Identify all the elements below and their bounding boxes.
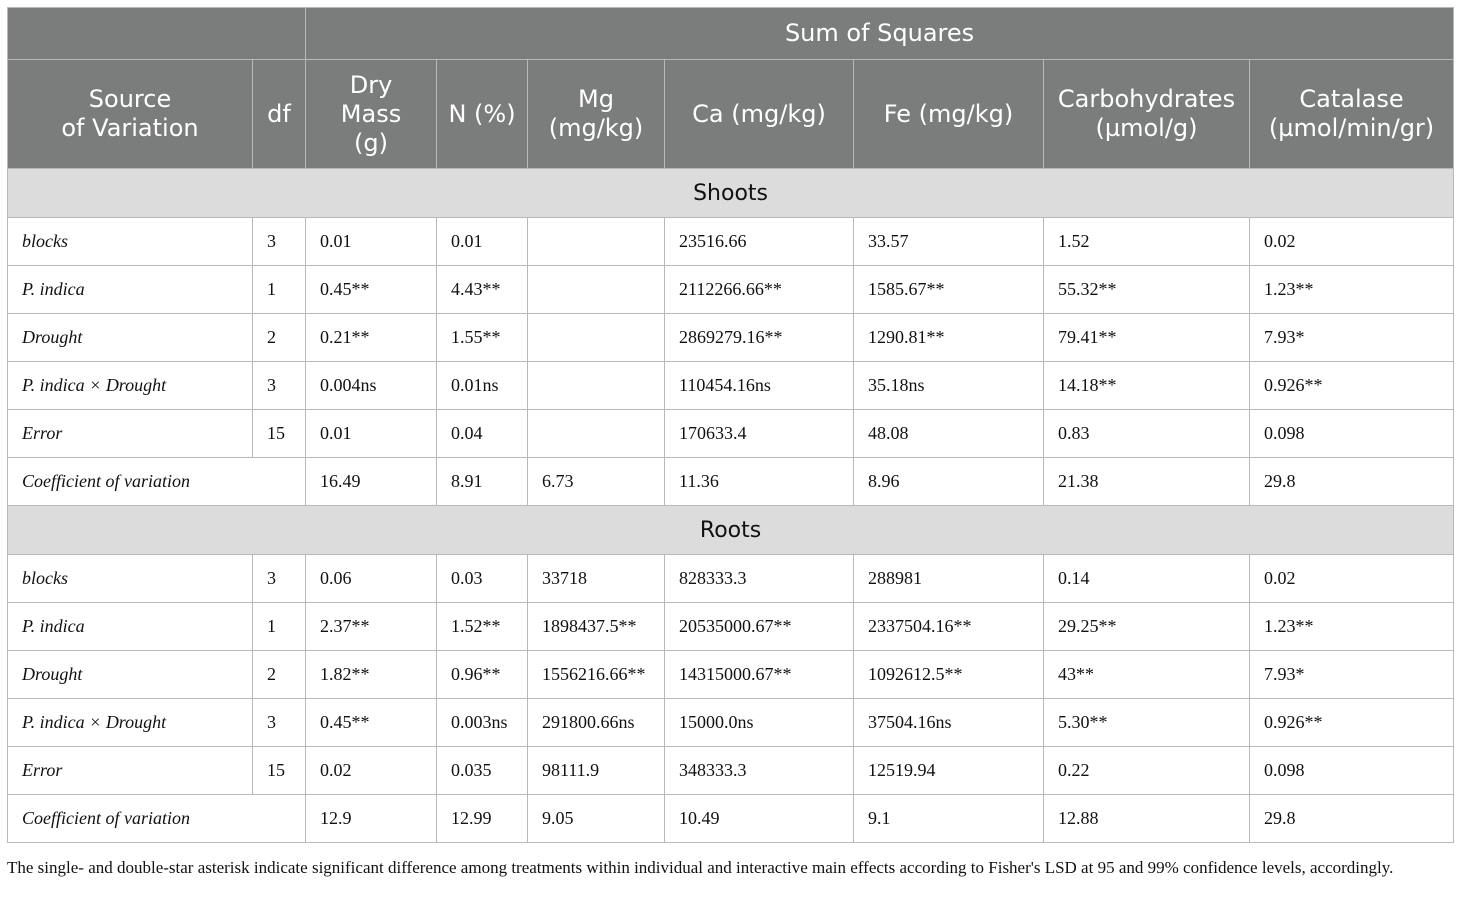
cell-catalase: 0.02 (1250, 218, 1454, 266)
col-header-catalase: Catalase (µmol/min/gr) (1250, 60, 1454, 169)
cell-n: 0.03 (437, 555, 528, 603)
cell-mg (528, 314, 665, 362)
cell-df: 1 (253, 603, 306, 651)
cell-fe: 35.18ns (854, 362, 1044, 410)
cell-mg: 98111.9 (528, 747, 665, 795)
cell-carbohydrates: 0.14 (1044, 555, 1250, 603)
cell-fe: 8.96 (854, 458, 1044, 506)
cell-catalase: 29.8 (1250, 795, 1454, 843)
col-header-df: df (253, 60, 306, 169)
cell-n: 0.96** (437, 651, 528, 699)
cell-source: Coefficient of variation (8, 795, 306, 843)
cell-df: 2 (253, 651, 306, 699)
cell-source: P. indica (8, 603, 253, 651)
cell-mg (528, 218, 665, 266)
col-header-mg: Mg (mg/kg) (528, 60, 665, 169)
cell-carbohydrates: 79.41** (1044, 314, 1250, 362)
cell-n: 8.91 (437, 458, 528, 506)
cell-mg: 9.05 (528, 795, 665, 843)
cell-ca: 170633.4 (665, 410, 854, 458)
col-header-ca: Ca (mg/kg) (665, 60, 854, 169)
cell-fe: 2337504.16** (854, 603, 1044, 651)
cell-n: 1.52** (437, 603, 528, 651)
cell-carbohydrates: 0.83 (1044, 410, 1250, 458)
cell-carbohydrates: 43** (1044, 651, 1250, 699)
cell-n: 0.003ns (437, 699, 528, 747)
cell-dry-mass: 0.01 (306, 410, 437, 458)
cell-source: Drought (8, 314, 253, 362)
footnote: The single- and double-star asterisk indicate significant difference among treatments within individual and interactive main effects according to Fisher's LSD at 95 and 99% confidence levels, accordingly. (7, 858, 1394, 877)
cell-carbohydrates: 55.32** (1044, 266, 1250, 314)
cell-n: 0.035 (437, 747, 528, 795)
cell-dry-mass: 0.01 (306, 218, 437, 266)
table-row (8, 603, 1454, 651)
cell-df: 15 (253, 410, 306, 458)
table-row (8, 651, 1454, 699)
cell-n: 0.01 (437, 218, 528, 266)
cell-source: blocks (8, 218, 253, 266)
col-header-n: N (%) (437, 60, 528, 169)
cell-fe: 1290.81** (854, 314, 1044, 362)
cell-source: Coefficient of variation (8, 458, 306, 506)
group-header: Sum of Squares (306, 8, 1454, 60)
cell-ca: 23516.66 (665, 218, 854, 266)
cell-ca: 2112266.66** (665, 266, 854, 314)
cell-mg: 291800.66ns (528, 699, 665, 747)
cell-mg: 1556216.66** (528, 651, 665, 699)
cell-ca: 11.36 (665, 458, 854, 506)
cell-df: 15 (253, 747, 306, 795)
table-row (8, 218, 1454, 266)
cell-source: P. indica × Drought (8, 362, 253, 410)
cell-catalase: 0.098 (1250, 410, 1454, 458)
cell-ca: 828333.3 (665, 555, 854, 603)
col-header-dry-mass: Dry Mass (g) (306, 60, 437, 169)
cell-dry-mass: 2.37** (306, 603, 437, 651)
cell-source: Error (8, 410, 253, 458)
cell-fe: 1585.67** (854, 266, 1044, 314)
cell-ca: 20535000.67** (665, 603, 854, 651)
cell-ca: 348333.3 (665, 747, 854, 795)
table-row (8, 314, 1454, 362)
table-row (8, 362, 1454, 410)
cell-mg: 6.73 (528, 458, 665, 506)
cv-row (8, 458, 1454, 506)
cell-ca: 15000.0ns (665, 699, 854, 747)
cell-dry-mass: 0.06 (306, 555, 437, 603)
cell-fe: 12519.94 (854, 747, 1044, 795)
cell-n: 0.04 (437, 410, 528, 458)
cell-n: 4.43** (437, 266, 528, 314)
cell-df: 1 (253, 266, 306, 314)
cell-catalase: 7.93* (1250, 314, 1454, 362)
cell-dry-mass: 0.02 (306, 747, 437, 795)
cell-catalase: 29.8 (1250, 458, 1454, 506)
cell-fe: 288981 (854, 555, 1044, 603)
col-header-carbohydrates: Carbohydrates (µmol/g) (1044, 60, 1250, 169)
cell-fe: 33.57 (854, 218, 1044, 266)
cell-catalase: 0.098 (1250, 747, 1454, 795)
table-row (8, 699, 1454, 747)
cell-df: 3 (253, 218, 306, 266)
cell-source: Drought (8, 651, 253, 699)
cv-row (8, 795, 1454, 843)
cell-ca: 10.49 (665, 795, 854, 843)
cell-mg (528, 410, 665, 458)
cell-carbohydrates: 14.18** (1044, 362, 1250, 410)
table-row (8, 747, 1454, 795)
cell-df: 3 (253, 555, 306, 603)
cell-dry-mass: 1.82** (306, 651, 437, 699)
cell-fe: 9.1 (854, 795, 1044, 843)
cell-mg (528, 266, 665, 314)
col-header-fe: Fe (mg/kg) (854, 60, 1044, 169)
section-title: Roots (8, 506, 1454, 555)
cell-catalase: 0.926** (1250, 362, 1454, 410)
cell-n: 12.99 (437, 795, 528, 843)
cell-ca: 2869279.16** (665, 314, 854, 362)
cell-carbohydrates: 12.88 (1044, 795, 1250, 843)
section-title: Shoots (8, 169, 1454, 218)
cell-catalase: 0.02 (1250, 555, 1454, 603)
cell-dry-mass: 0.21** (306, 314, 437, 362)
cell-dry-mass: 0.004ns (306, 362, 437, 410)
cell-carbohydrates: 0.22 (1044, 747, 1250, 795)
cell-n: 1.55** (437, 314, 528, 362)
cell-fe: 1092612.5** (854, 651, 1044, 699)
cell-df: 3 (253, 699, 306, 747)
cell-ca: 110454.16ns (665, 362, 854, 410)
cell-catalase: 7.93* (1250, 651, 1454, 699)
group-header-spacer (8, 8, 306, 60)
table-body (8, 169, 1454, 843)
section-row (8, 506, 1454, 555)
cell-mg (528, 362, 665, 410)
cell-mg: 33718 (528, 555, 665, 603)
section-row (8, 169, 1454, 218)
cell-dry-mass: 0.45** (306, 699, 437, 747)
cell-carbohydrates: 29.25** (1044, 603, 1250, 651)
cell-catalase: 1.23** (1250, 266, 1454, 314)
cell-ca: 14315000.67** (665, 651, 854, 699)
cell-catalase: 0.926** (1250, 699, 1454, 747)
cell-df: 3 (253, 362, 306, 410)
group-header-row (8, 8, 1454, 60)
col-header-source: Source of Variation (8, 60, 253, 169)
cell-source: Error (8, 747, 253, 795)
cell-df: 2 (253, 314, 306, 362)
cell-source: P. indica × Drought (8, 699, 253, 747)
cell-dry-mass: 0.45** (306, 266, 437, 314)
table-row (8, 555, 1454, 603)
cell-fe: 48.08 (854, 410, 1044, 458)
cell-carbohydrates: 21.38 (1044, 458, 1250, 506)
table-row (8, 266, 1454, 314)
table-row (8, 410, 1454, 458)
cell-dry-mass: 12.9 (306, 795, 437, 843)
cell-n: 0.01ns (437, 362, 528, 410)
column-header-row (8, 60, 1454, 169)
cell-source: P. indica (8, 266, 253, 314)
anova-table (7, 7, 1454, 843)
cell-fe: 37504.16ns (854, 699, 1044, 747)
cell-mg: 1898437.5** (528, 603, 665, 651)
cell-catalase: 1.23** (1250, 603, 1454, 651)
cell-dry-mass: 16.49 (306, 458, 437, 506)
cell-carbohydrates: 5.30** (1044, 699, 1250, 747)
cell-carbohydrates: 1.52 (1044, 218, 1250, 266)
cell-source: blocks (8, 555, 253, 603)
